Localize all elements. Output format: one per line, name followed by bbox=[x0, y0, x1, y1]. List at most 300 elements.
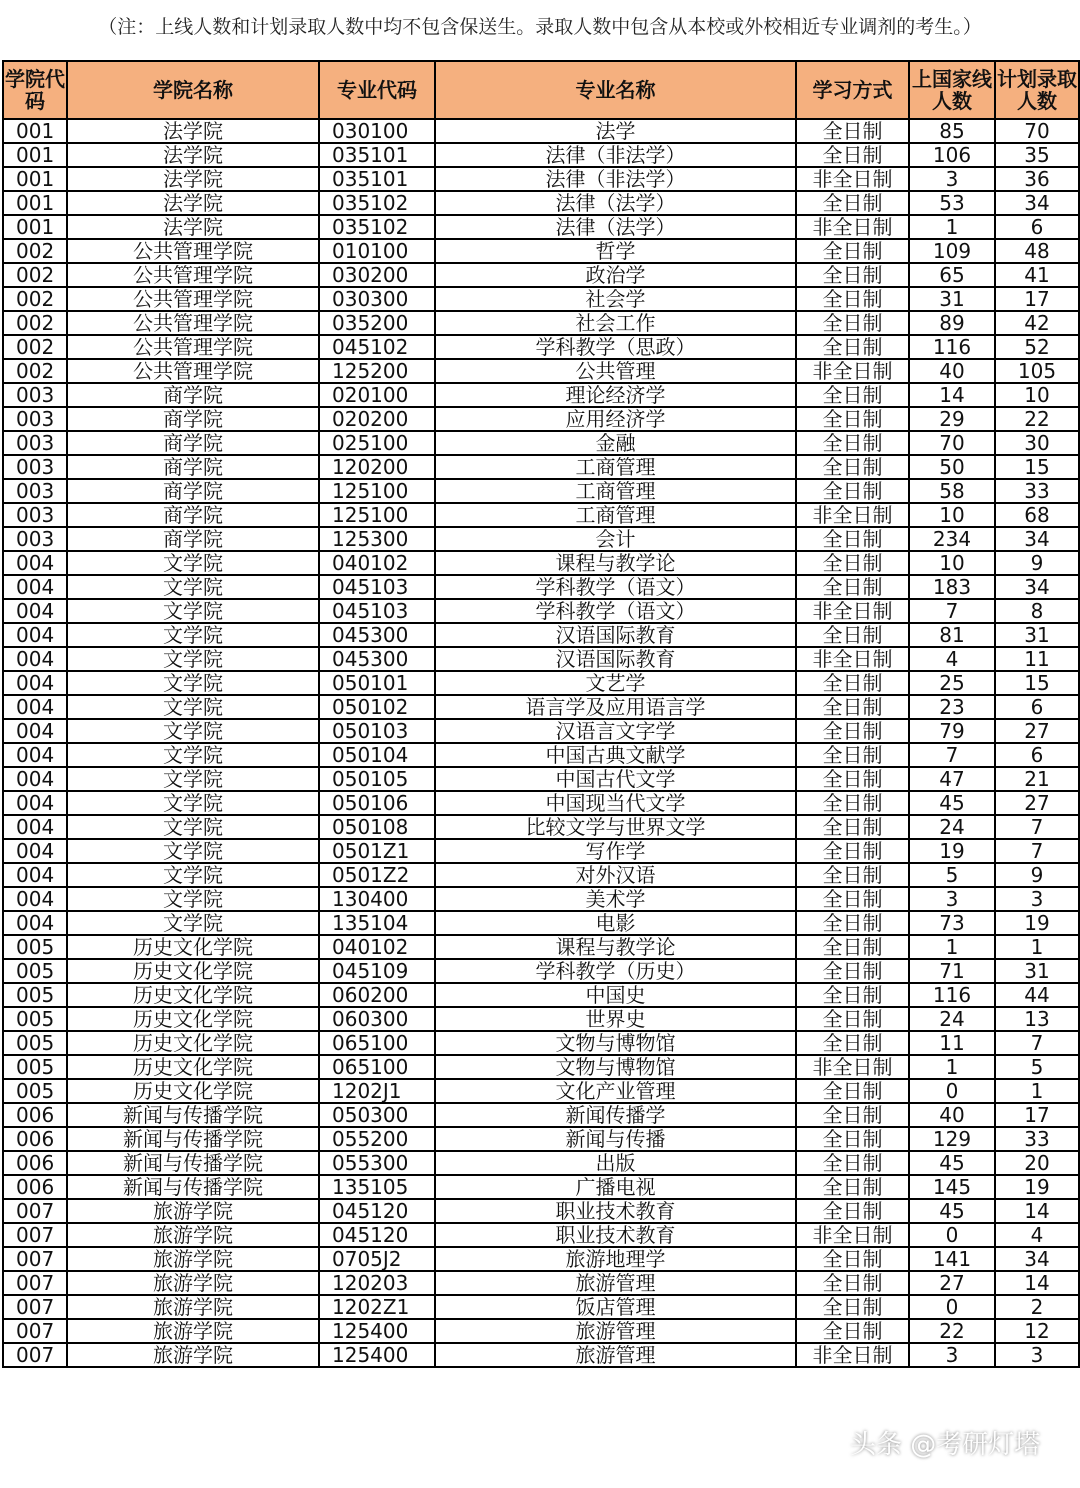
plan-count-cell: 33 bbox=[995, 1127, 1079, 1151]
study-mode-cell: 全日制 bbox=[796, 671, 909, 695]
table-row bbox=[3, 1271, 1079, 1295]
major-code-cell: 055200 bbox=[319, 1127, 435, 1151]
major-code-cell: 030100 bbox=[319, 119, 435, 143]
major-name-cell: 课程与教学论 bbox=[435, 935, 796, 959]
passed-count-cell: 24 bbox=[909, 815, 995, 839]
major-name-cell: 社会工作 bbox=[435, 311, 796, 335]
passed-count-cell: 24 bbox=[909, 1007, 995, 1031]
study-mode-cell: 全日制 bbox=[796, 1295, 909, 1319]
major-code-cell: 040102 bbox=[319, 935, 435, 959]
table-body bbox=[3, 119, 1079, 1367]
college-code-cell: 002 bbox=[3, 287, 67, 311]
table-row bbox=[3, 1079, 1079, 1103]
major-name-cell: 汉语国际教育 bbox=[435, 647, 796, 671]
college-name-cell: 文学院 bbox=[67, 671, 319, 695]
plan-count-cell: 11 bbox=[995, 647, 1079, 671]
table-row bbox=[3, 983, 1079, 1007]
college-name-cell: 旅游学院 bbox=[67, 1199, 319, 1223]
college-code-cell: 001 bbox=[3, 119, 67, 143]
major-name-cell: 旅游管理 bbox=[435, 1319, 796, 1343]
study-mode-cell: 全日制 bbox=[796, 455, 909, 479]
college-code-cell: 004 bbox=[3, 575, 67, 599]
college-code-cell: 007 bbox=[3, 1295, 67, 1319]
plan-count-cell: 19 bbox=[995, 1175, 1079, 1199]
study-mode-cell: 全日制 bbox=[796, 983, 909, 1007]
study-mode-cell: 全日制 bbox=[796, 623, 909, 647]
table-row bbox=[3, 1055, 1079, 1079]
study-mode-cell: 全日制 bbox=[796, 1079, 909, 1103]
table-row bbox=[3, 887, 1079, 911]
table-row bbox=[3, 767, 1079, 791]
table-row bbox=[3, 863, 1079, 887]
passed-count-cell: 116 bbox=[909, 983, 995, 1007]
plan-count-cell: 14 bbox=[995, 1199, 1079, 1223]
college-name-cell: 旅游学院 bbox=[67, 1223, 319, 1247]
passed-count-cell: 7 bbox=[909, 743, 995, 767]
study-mode-cell: 全日制 bbox=[796, 791, 909, 815]
major-code-cell: 050102 bbox=[319, 695, 435, 719]
table-row bbox=[3, 1199, 1079, 1223]
college-name-cell: 文学院 bbox=[67, 599, 319, 623]
passed-count-cell: 234 bbox=[909, 527, 995, 551]
study-mode-cell: 全日制 bbox=[796, 1127, 909, 1151]
plan-count-cell: 10 bbox=[995, 383, 1079, 407]
major-code-cell: 0501Z1 bbox=[319, 839, 435, 863]
college-name-cell: 商学院 bbox=[67, 527, 319, 551]
college-code-cell: 004 bbox=[3, 767, 67, 791]
major-name-cell: 职业技术教育 bbox=[435, 1199, 796, 1223]
study-mode-cell: 非全日制 bbox=[796, 215, 909, 239]
major-name-cell: 社会学 bbox=[435, 287, 796, 311]
college-code-cell: 004 bbox=[3, 911, 67, 935]
passed-count-cell: 27 bbox=[909, 1271, 995, 1295]
table-row bbox=[3, 1007, 1079, 1031]
study-mode-cell: 非全日制 bbox=[796, 503, 909, 527]
study-mode-cell: 非全日制 bbox=[796, 599, 909, 623]
major-name-cell: 饭店管理 bbox=[435, 1295, 796, 1319]
table-row bbox=[3, 671, 1079, 695]
plan-count-cell: 5 bbox=[995, 1055, 1079, 1079]
college-code-cell: 002 bbox=[3, 359, 67, 383]
plan-count-cell: 19 bbox=[995, 911, 1079, 935]
study-mode-cell: 全日制 bbox=[796, 1151, 909, 1175]
study-mode-cell: 非全日制 bbox=[796, 1343, 909, 1367]
table-row bbox=[3, 1343, 1079, 1367]
table-row bbox=[3, 719, 1079, 743]
major-name-cell: 工商管理 bbox=[435, 455, 796, 479]
major-code-cell: 050101 bbox=[319, 671, 435, 695]
plan-count-cell: 15 bbox=[995, 455, 1079, 479]
table-row bbox=[3, 1175, 1079, 1199]
table-row bbox=[3, 503, 1079, 527]
study-mode-cell: 全日制 bbox=[796, 191, 909, 215]
college-code-cell: 005 bbox=[3, 1031, 67, 1055]
major-code-cell: 020100 bbox=[319, 383, 435, 407]
major-name-cell: 世界史 bbox=[435, 1007, 796, 1031]
table-row bbox=[3, 1319, 1079, 1343]
college-code-cell: 004 bbox=[3, 695, 67, 719]
major-code-cell: 050103 bbox=[319, 719, 435, 743]
passed-count-cell: 58 bbox=[909, 479, 995, 503]
study-mode-cell: 全日制 bbox=[796, 527, 909, 551]
major-name-cell: 法律（法学） bbox=[435, 191, 796, 215]
col-header-plan-count: 计划录取人数 bbox=[995, 61, 1079, 119]
plan-count-cell: 33 bbox=[995, 479, 1079, 503]
study-mode-cell: 全日制 bbox=[796, 1199, 909, 1223]
college-code-cell: 004 bbox=[3, 719, 67, 743]
passed-count-cell: 0 bbox=[909, 1295, 995, 1319]
college-code-cell: 007 bbox=[3, 1247, 67, 1271]
college-code-cell: 007 bbox=[3, 1223, 67, 1247]
college-name-cell: 法学院 bbox=[67, 143, 319, 167]
passed-count-cell: 85 bbox=[909, 119, 995, 143]
passed-count-cell: 70 bbox=[909, 431, 995, 455]
major-name-cell: 工商管理 bbox=[435, 503, 796, 527]
college-code-cell: 005 bbox=[3, 935, 67, 959]
college-code-cell: 006 bbox=[3, 1175, 67, 1199]
table-row bbox=[3, 911, 1079, 935]
major-code-cell: 045109 bbox=[319, 959, 435, 983]
college-code-cell: 004 bbox=[3, 815, 67, 839]
table-row bbox=[3, 599, 1079, 623]
college-name-cell: 历史文化学院 bbox=[67, 935, 319, 959]
major-name-cell: 职业技术教育 bbox=[435, 1223, 796, 1247]
passed-count-cell: 22 bbox=[909, 1319, 995, 1343]
passed-count-cell: 141 bbox=[909, 1247, 995, 1271]
table-row bbox=[3, 119, 1079, 143]
major-name-cell: 应用经济学 bbox=[435, 407, 796, 431]
passed-count-cell: 1 bbox=[909, 935, 995, 959]
college-code-cell: 006 bbox=[3, 1151, 67, 1175]
college-code-cell: 004 bbox=[3, 551, 67, 575]
passed-count-cell: 25 bbox=[909, 671, 995, 695]
table-row bbox=[3, 407, 1079, 431]
passed-count-cell: 73 bbox=[909, 911, 995, 935]
table-row bbox=[3, 1295, 1079, 1319]
plan-count-cell: 35 bbox=[995, 143, 1079, 167]
passed-count-cell: 81 bbox=[909, 623, 995, 647]
plan-count-cell: 6 bbox=[995, 743, 1079, 767]
major-name-cell: 写作学 bbox=[435, 839, 796, 863]
college-code-cell: 003 bbox=[3, 431, 67, 455]
major-code-cell: 045300 bbox=[319, 623, 435, 647]
major-code-cell: 045120 bbox=[319, 1223, 435, 1247]
major-name-cell: 理论经济学 bbox=[435, 383, 796, 407]
passed-count-cell: 4 bbox=[909, 647, 995, 671]
table-row bbox=[3, 239, 1079, 263]
study-mode-cell: 全日制 bbox=[796, 479, 909, 503]
college-name-cell: 公共管理学院 bbox=[67, 287, 319, 311]
passed-count-cell: 1 bbox=[909, 215, 995, 239]
table-row bbox=[3, 359, 1079, 383]
table-row bbox=[3, 479, 1079, 503]
college-name-cell: 法学院 bbox=[67, 119, 319, 143]
college-name-cell: 历史文化学院 bbox=[67, 1007, 319, 1031]
study-mode-cell: 全日制 bbox=[796, 1007, 909, 1031]
table-row bbox=[3, 743, 1079, 767]
table-row bbox=[3, 1151, 1079, 1175]
college-name-cell: 公共管理学院 bbox=[67, 239, 319, 263]
plan-count-cell: 20 bbox=[995, 1151, 1079, 1175]
college-code-cell: 003 bbox=[3, 479, 67, 503]
major-name-cell: 法律（非法学） bbox=[435, 143, 796, 167]
plan-count-cell: 4 bbox=[995, 1223, 1079, 1247]
plan-count-cell: 31 bbox=[995, 623, 1079, 647]
college-code-cell: 002 bbox=[3, 335, 67, 359]
passed-count-cell: 29 bbox=[909, 407, 995, 431]
passed-count-cell: 109 bbox=[909, 239, 995, 263]
major-code-cell: 050104 bbox=[319, 743, 435, 767]
table-row bbox=[3, 167, 1079, 191]
major-code-cell: 045300 bbox=[319, 647, 435, 671]
plan-count-cell: 27 bbox=[995, 791, 1079, 815]
passed-count-cell: 11 bbox=[909, 1031, 995, 1055]
major-name-cell: 法律（法学） bbox=[435, 215, 796, 239]
college-code-cell: 001 bbox=[3, 167, 67, 191]
college-code-cell: 002 bbox=[3, 263, 67, 287]
plan-count-cell: 1 bbox=[995, 935, 1079, 959]
major-name-cell: 中国古代文学 bbox=[435, 767, 796, 791]
passed-count-cell: 89 bbox=[909, 311, 995, 335]
plan-count-cell: 7 bbox=[995, 1031, 1079, 1055]
study-mode-cell: 非全日制 bbox=[796, 647, 909, 671]
study-mode-cell: 全日制 bbox=[796, 143, 909, 167]
study-mode-cell: 全日制 bbox=[796, 383, 909, 407]
passed-count-cell: 53 bbox=[909, 191, 995, 215]
passed-count-cell: 65 bbox=[909, 263, 995, 287]
major-name-cell: 法律（非法学） bbox=[435, 167, 796, 191]
table-row bbox=[3, 383, 1079, 407]
major-name-cell: 广播电视 bbox=[435, 1175, 796, 1199]
college-name-cell: 文学院 bbox=[67, 887, 319, 911]
college-code-cell: 001 bbox=[3, 215, 67, 239]
major-name-cell: 新闻与传播 bbox=[435, 1127, 796, 1151]
plan-count-cell: 3 bbox=[995, 1343, 1079, 1367]
major-code-cell: 040102 bbox=[319, 551, 435, 575]
college-code-cell: 004 bbox=[3, 887, 67, 911]
college-name-cell: 旅游学院 bbox=[67, 1247, 319, 1271]
college-name-cell: 文学院 bbox=[67, 623, 319, 647]
study-mode-cell: 非全日制 bbox=[796, 1055, 909, 1079]
plan-count-cell: 42 bbox=[995, 311, 1079, 335]
college-name-cell: 法学院 bbox=[67, 191, 319, 215]
major-code-cell: 060200 bbox=[319, 983, 435, 1007]
college-name-cell: 文学院 bbox=[67, 575, 319, 599]
major-name-cell: 文物与博物馆 bbox=[435, 1055, 796, 1079]
study-mode-cell: 全日制 bbox=[796, 431, 909, 455]
study-mode-cell: 全日制 bbox=[796, 1319, 909, 1343]
major-code-cell: 0705J2 bbox=[319, 1247, 435, 1271]
college-code-cell: 004 bbox=[3, 623, 67, 647]
study-mode-cell: 全日制 bbox=[796, 1247, 909, 1271]
passed-count-cell: 0 bbox=[909, 1079, 995, 1103]
major-name-cell: 学科教学（思政） bbox=[435, 335, 796, 359]
study-mode-cell: 非全日制 bbox=[796, 359, 909, 383]
plan-count-cell: 36 bbox=[995, 167, 1079, 191]
plan-count-cell: 8 bbox=[995, 599, 1079, 623]
major-name-cell: 文艺学 bbox=[435, 671, 796, 695]
college-code-cell: 004 bbox=[3, 791, 67, 815]
study-mode-cell: 全日制 bbox=[796, 863, 909, 887]
study-mode-cell: 全日制 bbox=[796, 263, 909, 287]
plan-count-cell: 31 bbox=[995, 959, 1079, 983]
major-code-cell: 120200 bbox=[319, 455, 435, 479]
passed-count-cell: 7 bbox=[909, 599, 995, 623]
major-name-cell: 会计 bbox=[435, 527, 796, 551]
plan-count-cell: 22 bbox=[995, 407, 1079, 431]
college-code-cell: 007 bbox=[3, 1343, 67, 1367]
passed-count-cell: 183 bbox=[909, 575, 995, 599]
study-mode-cell: 全日制 bbox=[796, 119, 909, 143]
table-row bbox=[3, 311, 1079, 335]
table-row bbox=[3, 335, 1079, 359]
major-name-cell: 旅游管理 bbox=[435, 1271, 796, 1295]
college-code-cell: 003 bbox=[3, 455, 67, 479]
major-code-cell: 065100 bbox=[319, 1031, 435, 1055]
table-row bbox=[3, 215, 1079, 239]
table-row bbox=[3, 959, 1079, 983]
major-name-cell: 旅游地理学 bbox=[435, 1247, 796, 1271]
plan-count-cell: 52 bbox=[995, 335, 1079, 359]
major-name-cell: 比较文学与世界文学 bbox=[435, 815, 796, 839]
plan-count-cell: 70 bbox=[995, 119, 1079, 143]
college-code-cell: 005 bbox=[3, 1007, 67, 1031]
major-code-cell: 1202Z1 bbox=[319, 1295, 435, 1319]
col-header-study-mode: 学习方式 bbox=[796, 61, 909, 119]
passed-count-cell: 45 bbox=[909, 1151, 995, 1175]
college-name-cell: 文学院 bbox=[67, 551, 319, 575]
passed-count-cell: 50 bbox=[909, 455, 995, 479]
passed-count-cell: 1 bbox=[909, 1055, 995, 1079]
college-name-cell: 公共管理学院 bbox=[67, 311, 319, 335]
plan-count-cell: 13 bbox=[995, 1007, 1079, 1031]
major-name-cell: 学科教学（语文） bbox=[435, 575, 796, 599]
passed-count-cell: 14 bbox=[909, 383, 995, 407]
col-header-major-name: 专业名称 bbox=[435, 61, 796, 119]
major-code-cell: 050105 bbox=[319, 767, 435, 791]
passed-count-cell: 79 bbox=[909, 719, 995, 743]
study-mode-cell: 全日制 bbox=[796, 719, 909, 743]
col-header-major-code: 专业代码 bbox=[319, 61, 435, 119]
major-name-cell: 哲学 bbox=[435, 239, 796, 263]
major-name-cell: 学科教学（历史） bbox=[435, 959, 796, 983]
major-name-cell: 文化产业管理 bbox=[435, 1079, 796, 1103]
major-name-cell: 美术学 bbox=[435, 887, 796, 911]
plan-count-cell: 6 bbox=[995, 215, 1079, 239]
passed-count-cell: 106 bbox=[909, 143, 995, 167]
passed-count-cell: 10 bbox=[909, 551, 995, 575]
college-name-cell: 文学院 bbox=[67, 911, 319, 935]
college-code-cell: 003 bbox=[3, 503, 67, 527]
watermark: 头条 @考研灯塔 bbox=[850, 1430, 1041, 1460]
table-row bbox=[3, 623, 1079, 647]
major-code-cell: 065100 bbox=[319, 1055, 435, 1079]
major-name-cell: 汉语国际教育 bbox=[435, 623, 796, 647]
major-name-cell: 中国史 bbox=[435, 983, 796, 1007]
passed-count-cell: 19 bbox=[909, 839, 995, 863]
passed-count-cell: 3 bbox=[909, 887, 995, 911]
passed-count-cell: 116 bbox=[909, 335, 995, 359]
table-row bbox=[3, 791, 1079, 815]
major-name-cell: 汉语言文字学 bbox=[435, 719, 796, 743]
major-code-cell: 050106 bbox=[319, 791, 435, 815]
study-mode-cell: 全日制 bbox=[796, 1103, 909, 1127]
study-mode-cell: 全日制 bbox=[796, 407, 909, 431]
study-mode-cell: 全日制 bbox=[796, 1031, 909, 1055]
passed-count-cell: 5 bbox=[909, 863, 995, 887]
major-name-cell: 语言学及应用语言学 bbox=[435, 695, 796, 719]
college-code-cell: 001 bbox=[3, 143, 67, 167]
study-mode-cell: 全日制 bbox=[796, 287, 909, 311]
college-name-cell: 历史文化学院 bbox=[67, 1031, 319, 1055]
college-code-cell: 004 bbox=[3, 863, 67, 887]
college-name-cell: 旅游学院 bbox=[67, 1319, 319, 1343]
college-code-cell: 006 bbox=[3, 1127, 67, 1151]
study-mode-cell: 全日制 bbox=[796, 743, 909, 767]
college-name-cell: 法学院 bbox=[67, 215, 319, 239]
table-row bbox=[3, 1127, 1079, 1151]
college-code-cell: 007 bbox=[3, 1199, 67, 1223]
major-code-cell: 135104 bbox=[319, 911, 435, 935]
college-code-cell: 001 bbox=[3, 191, 67, 215]
college-name-cell: 文学院 bbox=[67, 695, 319, 719]
plan-count-cell: 21 bbox=[995, 767, 1079, 791]
study-mode-cell: 全日制 bbox=[796, 935, 909, 959]
college-name-cell: 法学院 bbox=[67, 167, 319, 191]
major-name-cell: 政治学 bbox=[435, 263, 796, 287]
college-name-cell: 商学院 bbox=[67, 455, 319, 479]
major-code-cell: 125400 bbox=[319, 1319, 435, 1343]
college-name-cell: 公共管理学院 bbox=[67, 359, 319, 383]
college-code-cell: 004 bbox=[3, 839, 67, 863]
table-note: （注：上线人数和计划录取人数中均不包含保送生。录取人数中包含从本校或外校相近专业调剂的考生。） bbox=[98, 16, 982, 38]
table-row bbox=[3, 143, 1079, 167]
college-name-cell: 文学院 bbox=[67, 815, 319, 839]
major-name-cell: 中国现当代文学 bbox=[435, 791, 796, 815]
college-name-cell: 新闻与传播学院 bbox=[67, 1151, 319, 1175]
college-code-cell: 004 bbox=[3, 743, 67, 767]
passed-count-cell: 10 bbox=[909, 503, 995, 527]
major-code-cell: 035101 bbox=[319, 143, 435, 167]
major-code-cell: 1202J1 bbox=[319, 1079, 435, 1103]
major-name-cell: 金融 bbox=[435, 431, 796, 455]
table-row bbox=[3, 191, 1079, 215]
college-code-cell: 004 bbox=[3, 647, 67, 671]
major-code-cell: 035102 bbox=[319, 215, 435, 239]
passed-count-cell: 47 bbox=[909, 767, 995, 791]
major-name-cell: 新闻传播学 bbox=[435, 1103, 796, 1127]
plan-count-cell: 6 bbox=[995, 695, 1079, 719]
passed-count-cell: 31 bbox=[909, 287, 995, 311]
passed-count-cell: 71 bbox=[909, 959, 995, 983]
college-name-cell: 新闻与传播学院 bbox=[67, 1103, 319, 1127]
plan-count-cell: 105 bbox=[995, 359, 1079, 383]
college-name-cell: 新闻与传播学院 bbox=[67, 1175, 319, 1199]
passed-count-cell: 0 bbox=[909, 1223, 995, 1247]
table-row bbox=[3, 551, 1079, 575]
major-code-cell: 025100 bbox=[319, 431, 435, 455]
college-code-cell: 007 bbox=[3, 1271, 67, 1295]
college-code-cell: 007 bbox=[3, 1319, 67, 1343]
college-code-cell: 005 bbox=[3, 959, 67, 983]
plan-count-cell: 34 bbox=[995, 527, 1079, 551]
college-name-cell: 文学院 bbox=[67, 863, 319, 887]
college-name-cell: 旅游学院 bbox=[67, 1271, 319, 1295]
major-code-cell: 030200 bbox=[319, 263, 435, 287]
major-name-cell: 课程与教学论 bbox=[435, 551, 796, 575]
plan-count-cell: 27 bbox=[995, 719, 1079, 743]
study-mode-cell: 全日制 bbox=[796, 1175, 909, 1199]
